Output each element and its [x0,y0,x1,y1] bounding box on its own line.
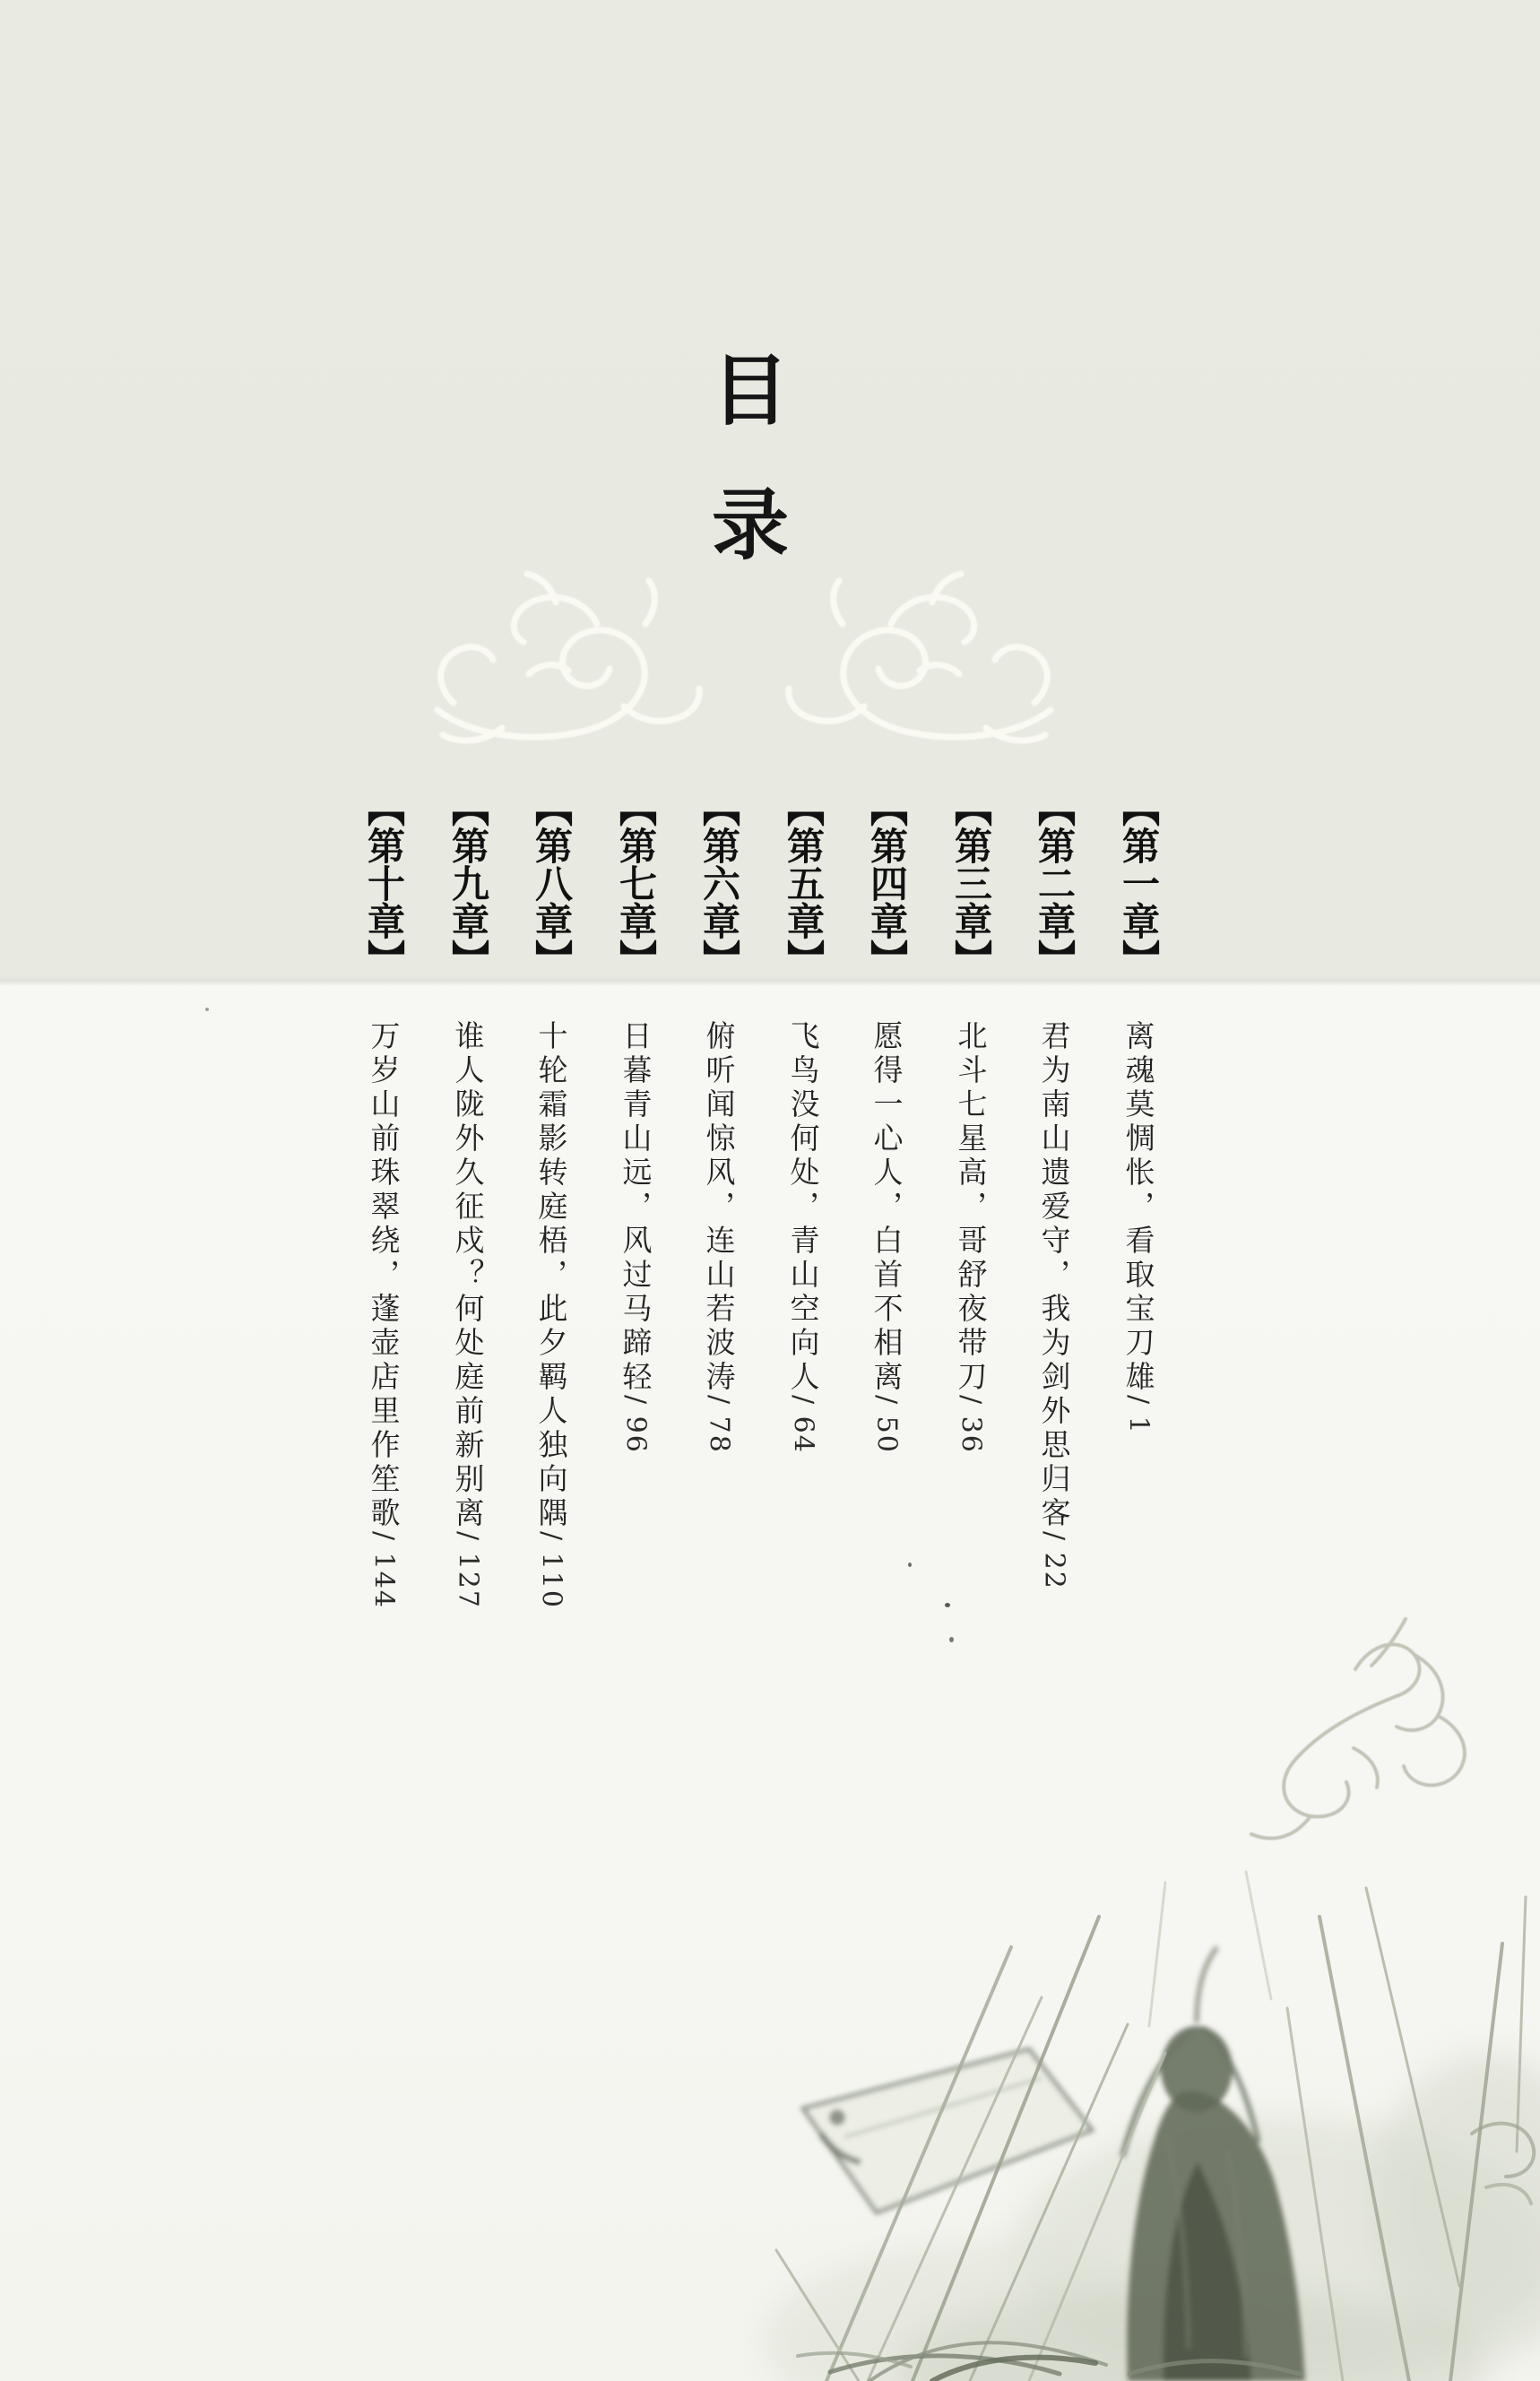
chapter-label: 【第八章】 [530,789,574,977]
chapter-label: 【第二章】 [1033,789,1077,977]
page-title: 目录 [698,350,789,619]
chapter-title: 飞鸟没何处，青山空向人 [785,1020,821,1395]
chapter-label: 【第一章】 [1117,789,1161,977]
chapter-line [869,1020,904,1454]
ink-speck [908,1563,912,1567]
chapter-label: 【第五章】 [782,789,826,977]
ink-speck [949,1637,954,1642]
chapter-title: 万岁山前珠翠绕，蓬壶店里作笙歌 [366,1020,402,1531]
chapter-line [701,1020,737,1454]
chapter-page-number: / 1 [1122,1395,1155,1435]
chapter-page-number: / 144 [368,1531,400,1609]
chapter-title: 愿得一心人，白首不相离 [869,1020,904,1395]
toc-entry-chapter-4 [844,789,929,1454]
chapter-page-number: / 50 [870,1395,903,1454]
chapter-label: 【第四章】 [865,789,909,977]
toc-entry-chapter-1 [1096,789,1181,1435]
chapter-title: 离魂莫惆怅，看取宝刀雄 [1120,1020,1156,1395]
chapter-line [1120,1020,1156,1435]
chapter-page-number: / 64 [787,1395,819,1454]
toc-entry-chapter-7 [593,789,678,1454]
chapter-page-number: / 127 [452,1531,484,1609]
chapter-line [785,1020,821,1454]
chapter-line [618,1020,653,1454]
chapter-title: 俯听闻惊风，连山若波涛 [701,1020,737,1395]
ink-speck [205,1008,209,1011]
chapter-label: 【第六章】 [697,789,741,977]
chapter-line [450,1020,486,1609]
chapter-title: 日暮青山远，风过马蹄轻 [618,1020,653,1395]
chapter-title: 谁人陇外久征戍？何处庭前新别离 [450,1020,486,1531]
chapter-label: 【第十章】 [362,789,406,977]
warrior-ink-painting [744,1865,1540,2381]
chapter-title: 十轮霜影转庭梧，此夕羁人独向隅 [533,1020,569,1531]
chapter-page-number: / 22 [1038,1531,1070,1590]
chapter-page-number: / 96 [619,1395,652,1454]
chapter-label: 【第三章】 [949,789,993,977]
toc-entry-chapter-9 [426,789,510,1609]
faint-dragon-sketch-icon [1219,1614,1540,1865]
chapter-line [1036,1020,1072,1590]
chapter-line [533,1020,569,1609]
toc-entry-chapter-6 [677,789,761,1454]
toc-entry-chapter-3 [929,789,1013,1454]
chapter-page-number: / 78 [703,1395,735,1454]
toc-entry-chapter-10 [342,789,426,1609]
chapter-label: 【第九章】 [446,789,490,977]
chapter-title: 北斗七星高，哥舒夜带刀 [953,1020,989,1395]
chapter-title: 君为南山遗爱守，我为剑外思归客 [1036,1020,1072,1531]
chapter-line [953,1020,989,1454]
ink-speck [945,1603,950,1607]
twin-dragon-watermark-icon [421,567,1067,755]
chapter-page-number: / 110 [535,1531,567,1609]
toc-entry-chapter-5 [761,789,845,1454]
chapter-page-number: / 36 [955,1395,987,1454]
toc-entry-chapter-2 [1012,789,1096,1590]
chapter-line [366,1020,402,1609]
toc-entry-chapter-8 [509,789,593,1609]
chapter-label: 【第七章】 [614,789,658,977]
